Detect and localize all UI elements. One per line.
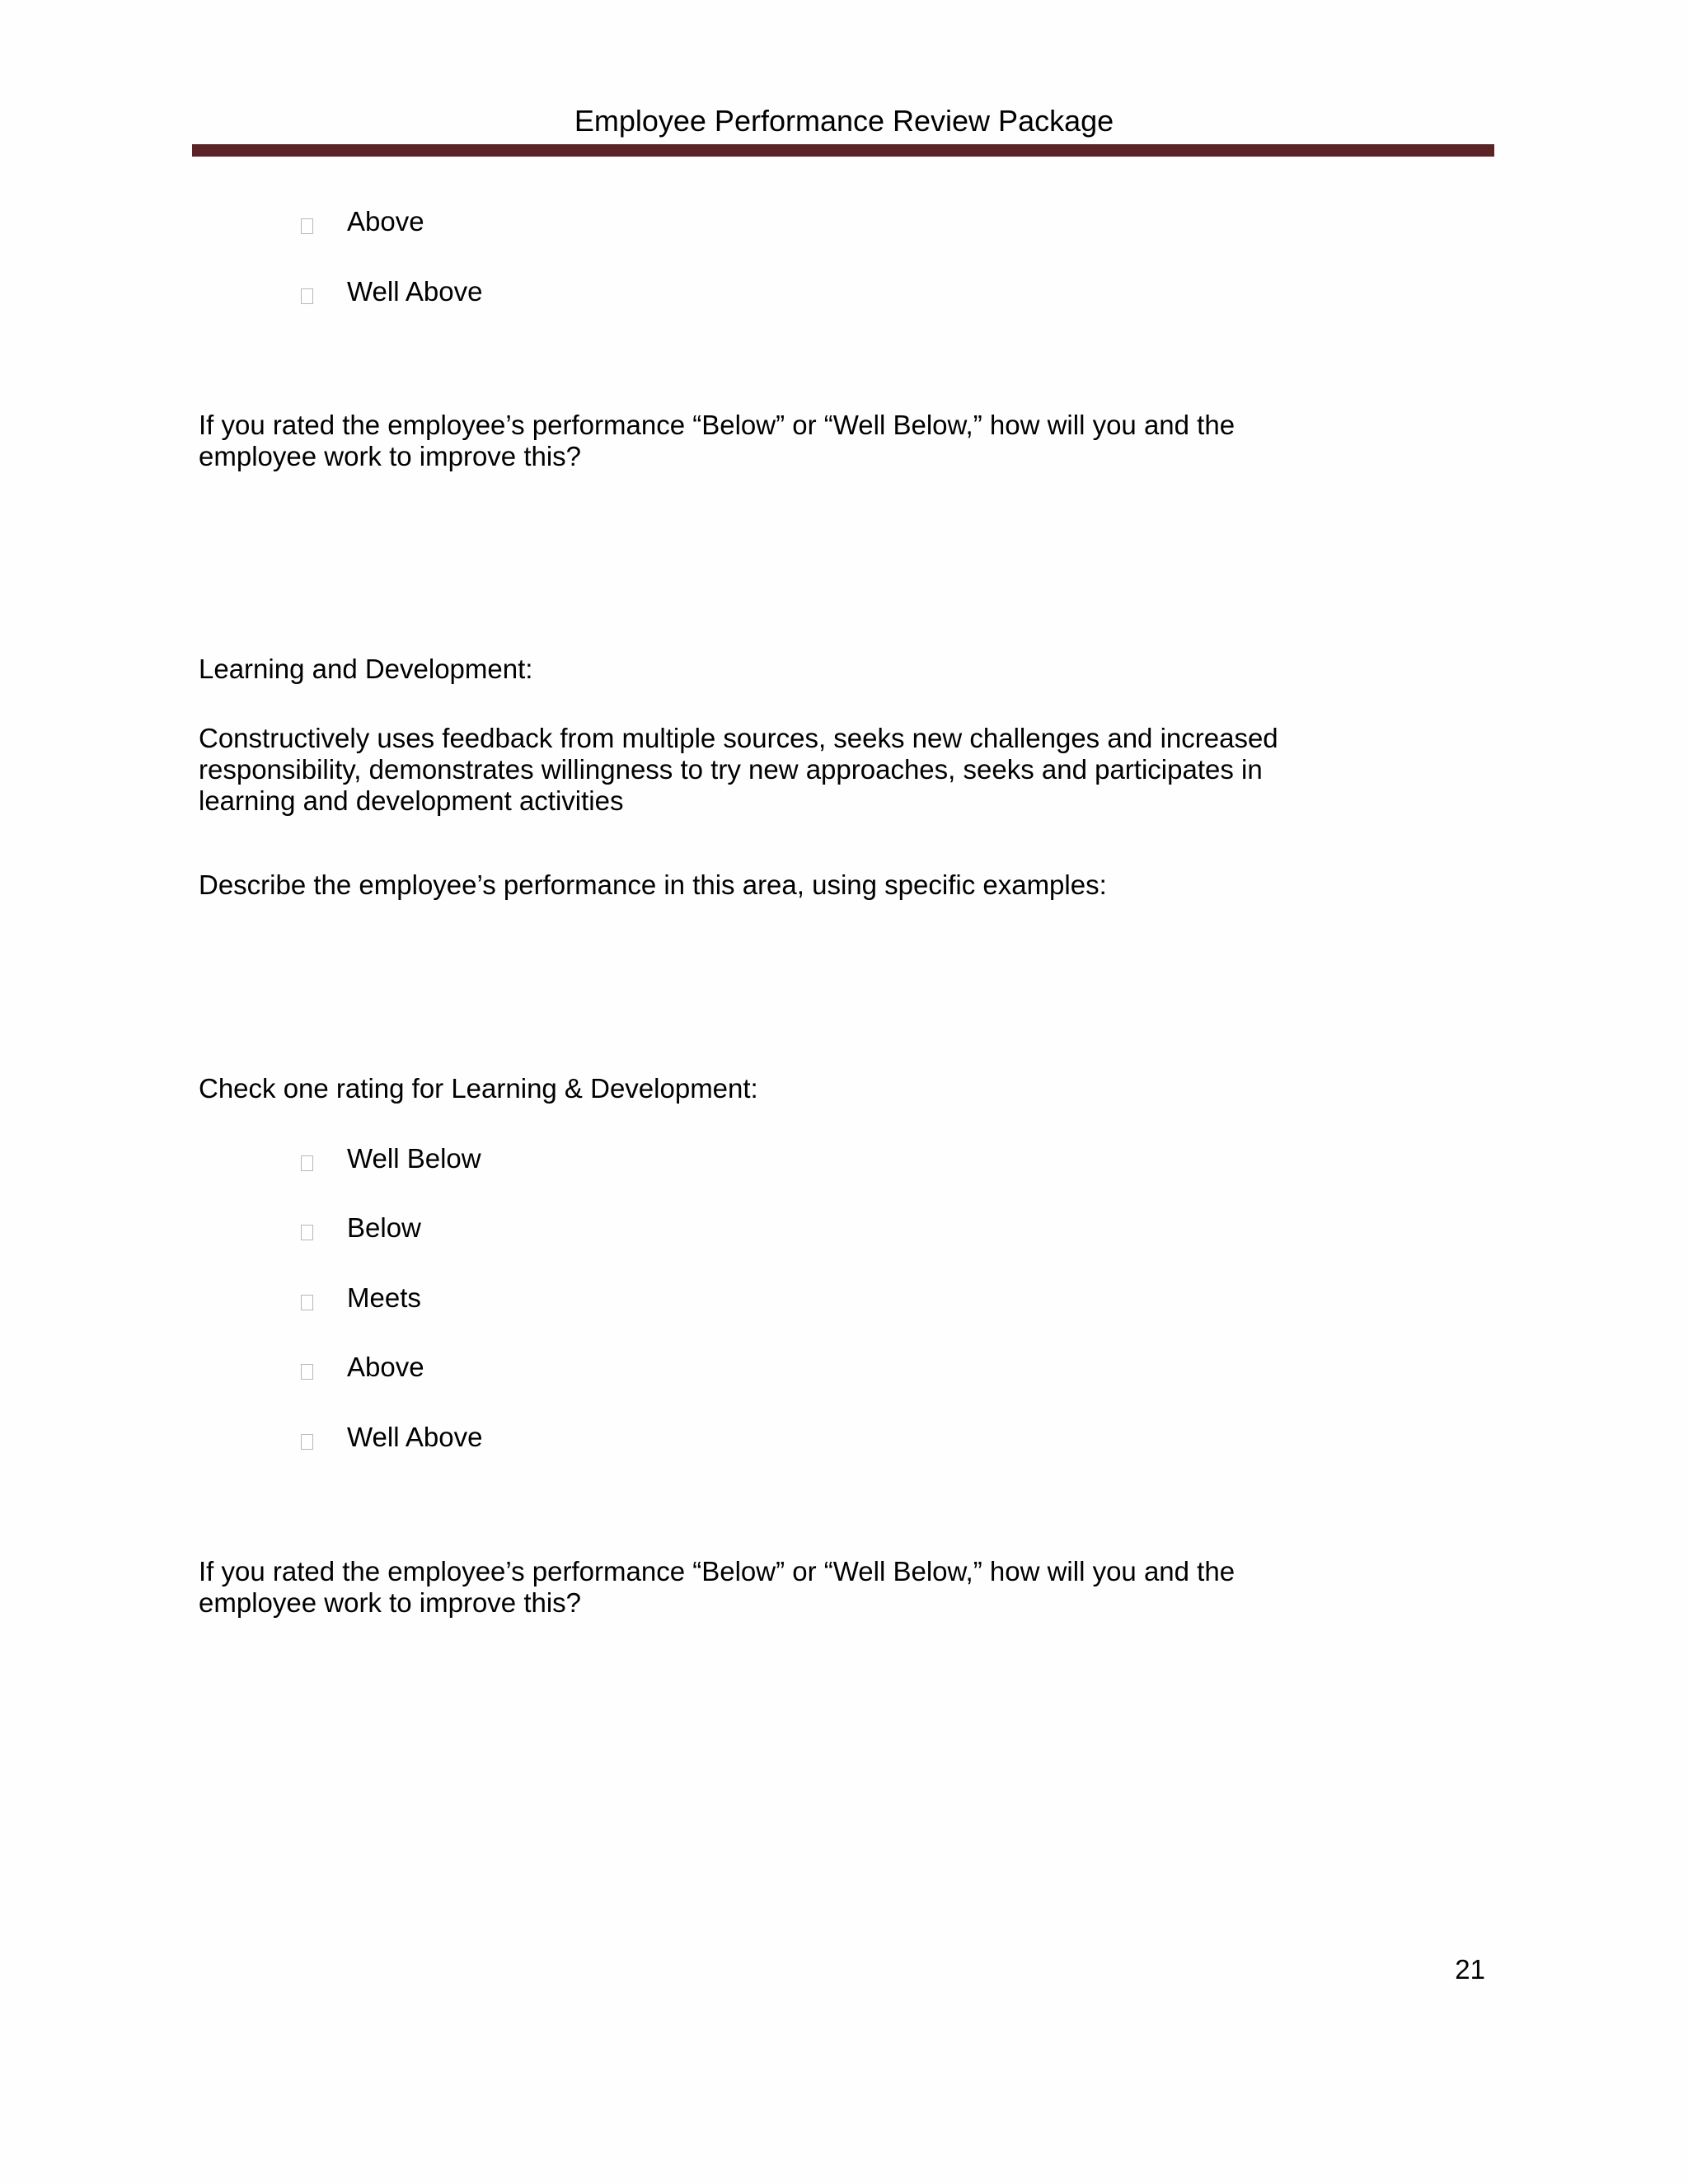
page-header-title: Employee Performance Review Package — [574, 104, 1114, 138]
rating-option-label: Above — [347, 1352, 424, 1382]
rating-option-well-above[interactable] — [301, 1421, 483, 1454]
rating-option-below[interactable] — [301, 1212, 421, 1244]
section-description-learning: Constructively uses feedback from multiple sources, seeks new challenges and increased responsibility, demonstrates willingness to try new approaches, seeks and participates in learning and development activities — [199, 723, 1278, 816]
checkbox[interactable] — [301, 1225, 313, 1240]
rating-option-label: Well Above — [347, 1422, 483, 1452]
rating-option-meets[interactable] — [301, 1282, 421, 1315]
checkbox[interactable] — [301, 1295, 313, 1310]
page-number: 21 — [1455, 1954, 1485, 1985]
checkbox[interactable] — [301, 1364, 313, 1380]
rating-option-label: Meets — [347, 1282, 421, 1313]
improve-question-learning: If you rated the employee’s performance “Below” or “Well Below,” how will you and the employee work to improve this? — [199, 1556, 1236, 1618]
rating-option-label: Below — [347, 1212, 421, 1243]
rating-option-label: Well Below — [347, 1143, 481, 1174]
improve-question-prev: If you rated the employee’s performance “Below” or “Well Below,” how will you and the employee work to improve this? — [199, 410, 1236, 471]
describe-prompt: Describe the employee’s performance in this area, using specific examples: — [199, 869, 1107, 900]
rating-option-above[interactable] — [301, 1351, 424, 1384]
checkbox[interactable] — [301, 1434, 313, 1450]
checkbox[interactable] — [301, 1155, 313, 1171]
rating-option-above-prev[interactable] — [301, 205, 424, 238]
header-divider — [192, 144, 1494, 157]
checkbox[interactable] — [301, 288, 313, 304]
checkbox[interactable] — [301, 218, 313, 234]
rating-option-well-below[interactable] — [301, 1142, 481, 1175]
section-heading-learning: Learning and Development: — [199, 654, 533, 684]
rating-option-well-above-prev[interactable] — [301, 275, 483, 308]
rating-option-label: Well Above — [347, 276, 483, 307]
rating-prompt: Check one rating for Learning & Development: — [199, 1073, 758, 1104]
rating-option-label: Above — [347, 206, 424, 237]
